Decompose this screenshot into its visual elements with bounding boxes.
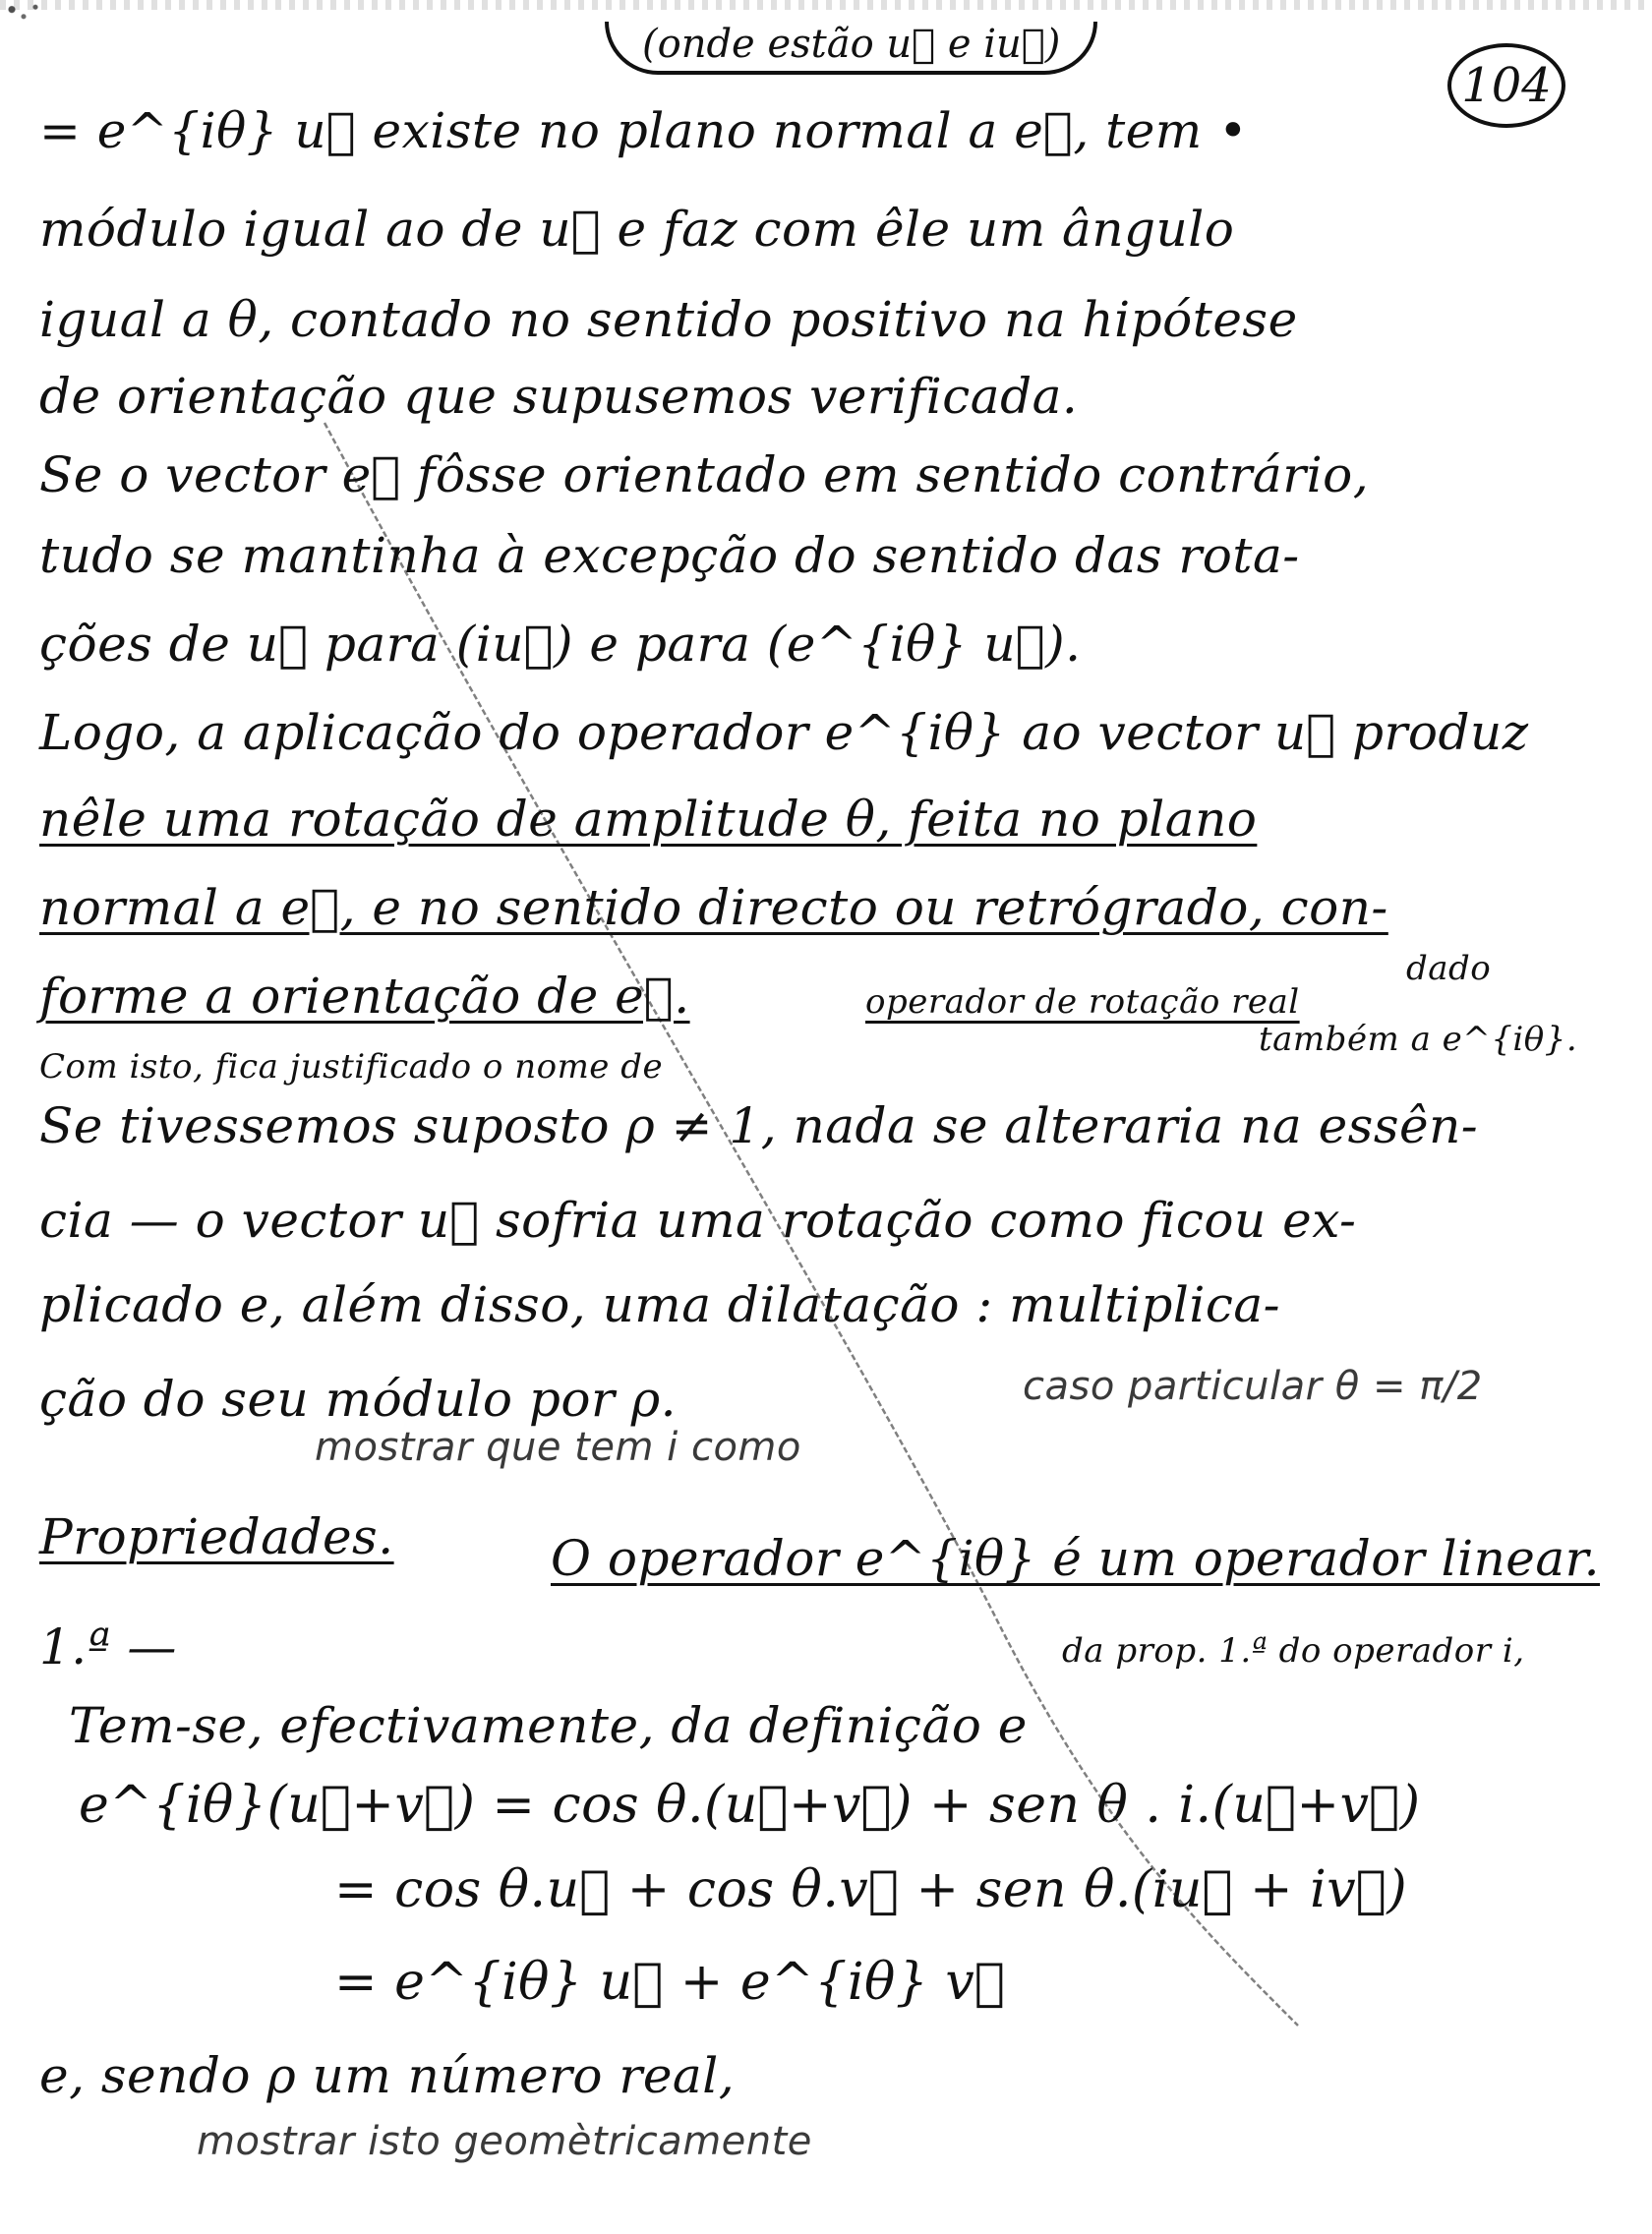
property-number: 1.ª — xyxy=(39,1618,177,1676)
text-line: Logo, a aplicação do operador e^{iθ} ao vector u⃗ produz xyxy=(39,704,1529,761)
equation-line: = cos θ.u⃗ + cos θ.v⃗ + sen θ.(iu⃗ + iv⃗) xyxy=(334,1860,1408,1919)
text-fragment: Com isto, fica justificado o nome de xyxy=(39,1047,664,1087)
text-line: Se tivessemos suposto ρ ≠ 1, nada se alteraria na essên- xyxy=(39,1097,1479,1154)
text-fragment: dado xyxy=(1406,949,1492,988)
text-line: igual a θ, contado no sentido positivo na hipótese xyxy=(39,291,1298,348)
scan-speck xyxy=(0,0,59,24)
text-line: nêle uma rotação de amplitude θ, feita no plano xyxy=(39,791,1258,848)
text-fragment: também a e^{iθ}. xyxy=(1259,1020,1578,1059)
scan-top-border xyxy=(0,0,1652,10)
text-fragment: da prop. 1.ª do operador i, xyxy=(1062,1631,1525,1671)
pencil-note: mostrar que tem i como xyxy=(315,1425,801,1470)
text-line: ção do seu módulo por ρ. xyxy=(39,1371,678,1428)
equation-line: = e^{iθ} u⃗ + e^{iθ} v⃗ xyxy=(334,1953,1006,2012)
section-heading: Propriedades. xyxy=(39,1508,394,1565)
text-line: = e^{iθ} u⃗ existe no plano normal a e⃗, tem • xyxy=(39,102,1249,159)
text-line: e, sendo ρ um número real, xyxy=(39,2047,736,2104)
text-line: Tem-se, efectivamente, da definição e xyxy=(69,1697,1028,1754)
margin-note: (onde estão u⃗ e iu⃗) xyxy=(605,22,1097,75)
text-line: forme a orientação de e⃗. xyxy=(39,968,690,1025)
pencil-note: caso particular θ = π/2 xyxy=(1023,1364,1483,1409)
equation-line: e^{iθ}(u⃗+v⃗) = cos θ.(u⃗+v⃗) + sen θ . i.(u⃗+v⃗) xyxy=(79,1776,1421,1835)
text-fragment: operador de rotação real xyxy=(865,982,1300,1022)
text-line: módulo igual ao de u⃗ e faz com êle um ângulo xyxy=(39,201,1235,258)
text-line: tudo se mantinha à excepção do sentido das rota- xyxy=(39,527,1300,584)
text-line: normal a e⃗, e no sentido directo ou retrógrado, con- xyxy=(39,879,1388,936)
text-line: ções de u⃗ para (iu⃗) e para (e^{iθ} u⃗). xyxy=(39,616,1082,673)
pencil-note: mostrar isto geomètricamente xyxy=(197,2119,812,2164)
property-statement: O operador e^{iθ} é um operador linear. xyxy=(551,1530,1600,1587)
text-line: Se o vector e⃗ fôsse orientado em sentido contrário, xyxy=(39,446,1370,503)
text-line: plicado e, além disso, uma dilatação : multiplica- xyxy=(39,1276,1281,1333)
page-number: 104 xyxy=(1447,43,1565,128)
text-line: cia — o vector u⃗ sofria uma rotação como ficou ex- xyxy=(39,1192,1357,1249)
text-line: de orientação que supusemos verificada. xyxy=(39,368,1079,425)
